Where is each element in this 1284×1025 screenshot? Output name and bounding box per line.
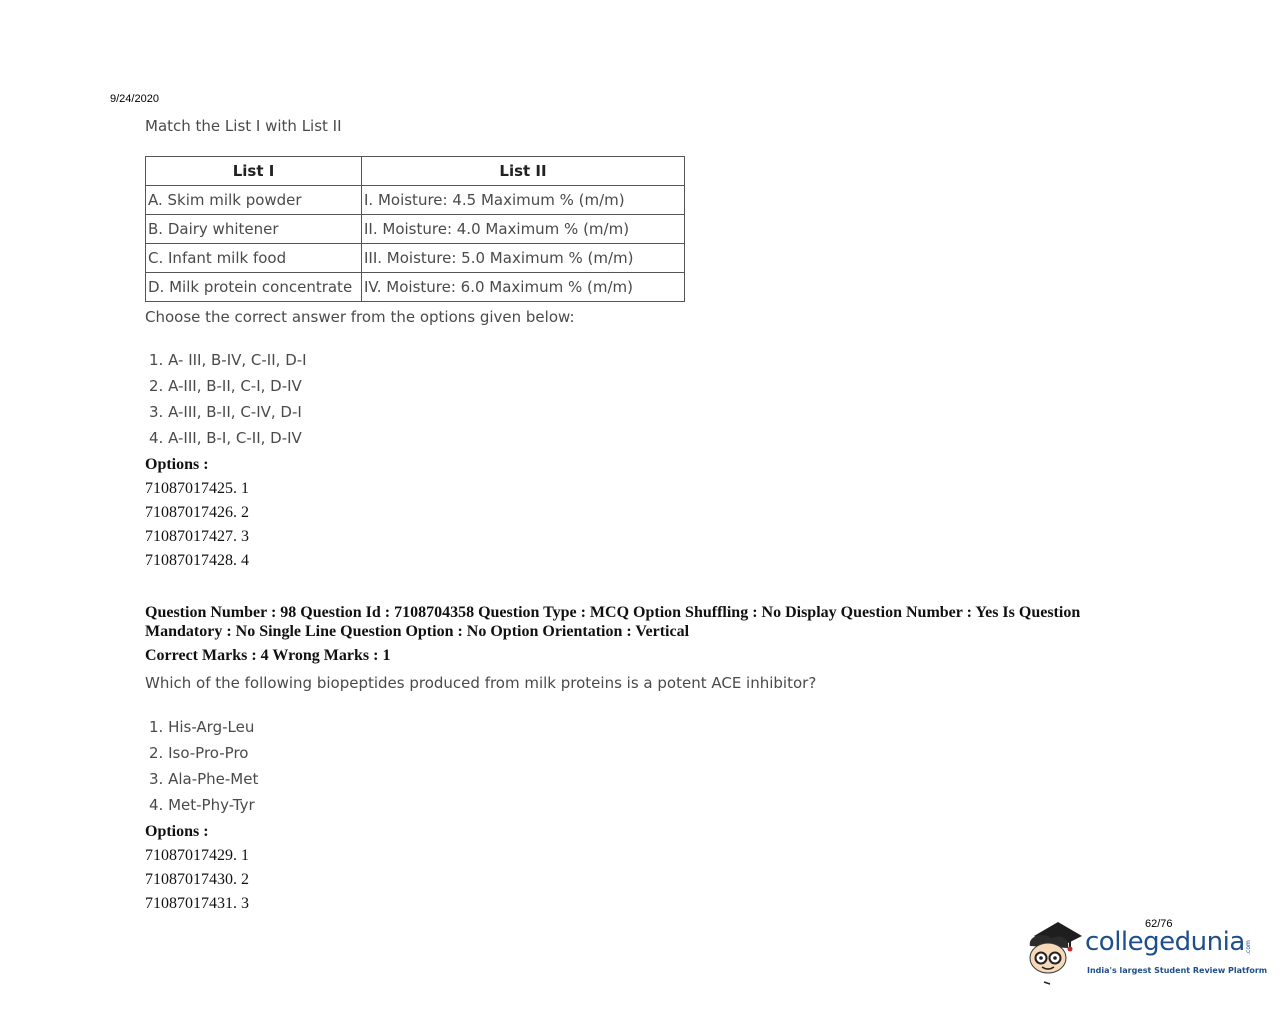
table-row: [146, 215, 685, 244]
table-header-row: [146, 157, 685, 186]
answer-choice: 4. Met-Phy-Tyr: [149, 796, 255, 814]
table-cell: B. Dairy whitener: [146, 215, 362, 244]
table-row: [146, 244, 685, 273]
print-date: 9/24/2020: [110, 93, 159, 105]
logo-domain: .com: [1244, 940, 1252, 955]
table-cell: II. Moisture: 4.0 Maximum % (m/m): [362, 215, 685, 244]
table-cell: C. Infant milk food: [146, 244, 362, 273]
table-row: [146, 186, 685, 215]
answer-choice: 2. A-III, B-II, C-I, D-IV: [149, 377, 302, 395]
answer-choice-list: [149, 714, 258, 818]
options-block: [145, 820, 249, 916]
option-id: 71087017426. 2: [145, 504, 249, 521]
option-id: 71087017425. 1: [145, 480, 249, 497]
question-prompt: Match the List I with List II: [145, 117, 342, 135]
mascot-logo-icon: [1024, 918, 1088, 988]
option-id: 71087017430. 2: [145, 871, 249, 888]
option-id: 71087017428. 4: [145, 552, 249, 569]
question-prompt: Which of the following biopeptides produced from milk proteins is a potent ACE inhibitor?: [145, 674, 817, 692]
answer-choice: 1. His-Arg-Leu: [149, 718, 255, 736]
table-cell: I. Moisture: 4.5 Maximum % (m/m): [362, 186, 685, 215]
table-cell: D. Milk protein concentrate: [146, 273, 362, 302]
answer-choice: 2. Iso-Pro-Pro: [149, 744, 249, 762]
options-block: [145, 453, 249, 573]
table-header: List I: [146, 157, 362, 186]
choose-instruction: Choose the correct answer from the options given below:: [145, 308, 575, 326]
options-label: Options :: [145, 823, 209, 840]
table-row: [146, 273, 685, 302]
answer-choice: 4. A-III, B-I, C-II, D-IV: [149, 429, 302, 447]
logo-wordmark: collegedunia: [1085, 927, 1245, 957]
table-cell: A. Skim milk powder: [146, 186, 362, 215]
answer-choice: 1. A- III, B-IV, C-II, D-I: [149, 351, 307, 369]
table-header: List II: [362, 157, 685, 186]
answer-choice-list: [149, 347, 307, 451]
option-id: 71087017431. 3: [145, 895, 249, 912]
option-id: 71087017429. 1: [145, 847, 249, 864]
match-table: [145, 156, 685, 302]
logo-tagline: India's largest Student Review Platform: [1087, 966, 1268, 975]
question-marks: Correct Marks : 4 Wrong Marks : 1: [145, 647, 391, 664]
option-id: 71087017427. 3: [145, 528, 249, 545]
answer-choice: 3. A-III, B-II, C-IV, D-I: [149, 403, 302, 421]
question-metadata: Question Number : 98 Question Id : 7108704358 Question Type : MCQ Option Shuffling : No Display Question Number : Yes Is Question Mandatory : No Single Line Question Option : No Option Orientation : Vertical: [145, 604, 1081, 640]
options-label: Options :: [145, 456, 209, 473]
table-cell: III. Moisture: 5.0 Maximum % (m/m): [362, 244, 685, 273]
answer-choice: 3. Ala-Phe-Met: [149, 770, 259, 788]
page-number: 62/76: [1145, 918, 1173, 930]
table-cell: IV. Moisture: 6.0 Maximum % (m/m): [362, 273, 685, 302]
